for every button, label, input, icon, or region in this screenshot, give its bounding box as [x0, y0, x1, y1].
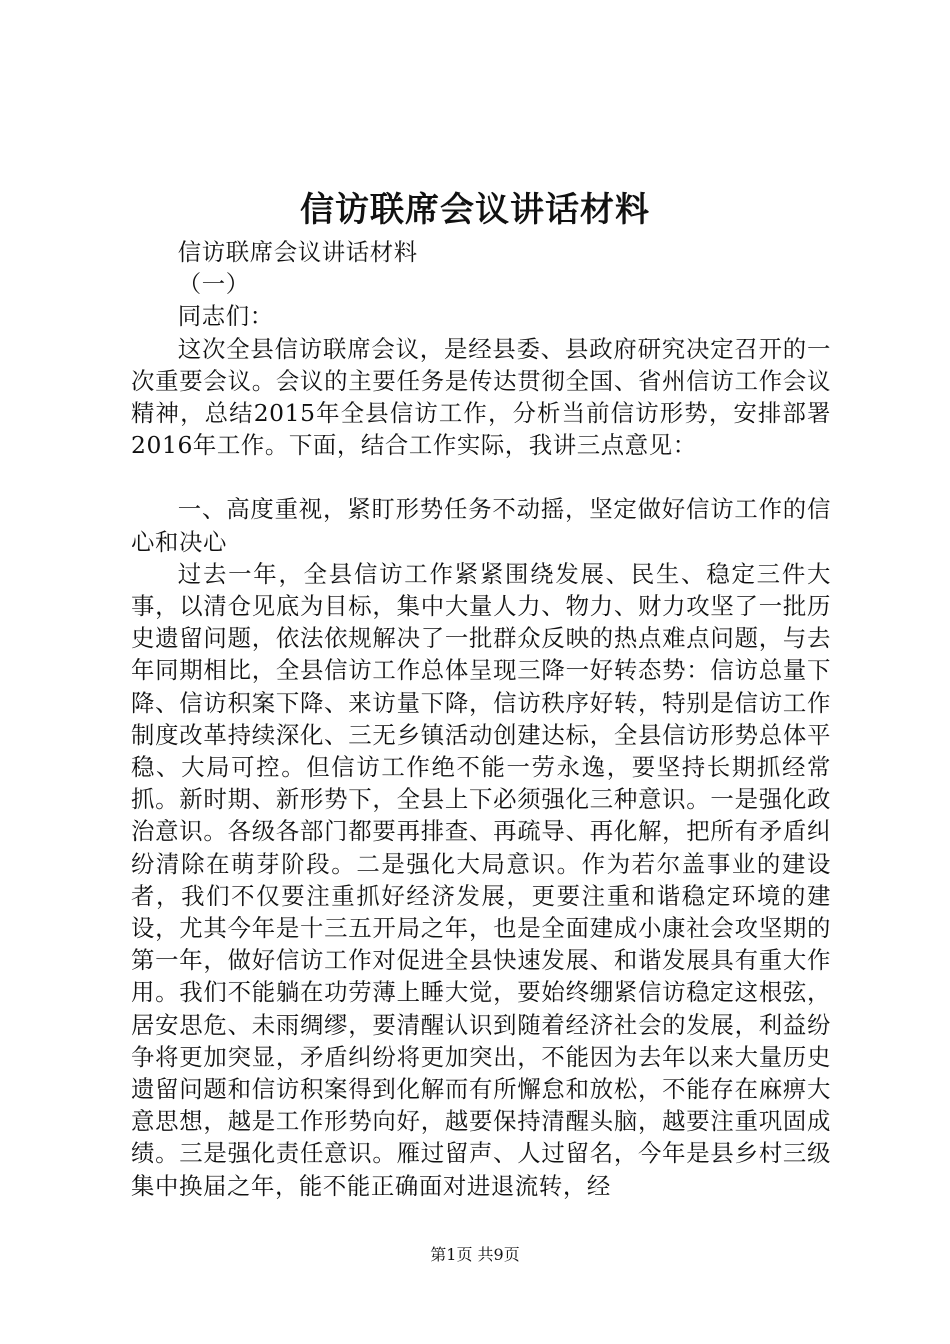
heading-paragraph: 一、高度重视，紧盯形势任务不动摇，坚定做好信访工作的信心和决心	[131, 495, 831, 556]
page-footer: 第1页 共9页	[430, 1245, 520, 1264]
document-title: 信访联席会议讲话材料	[300, 190, 650, 230]
salutation-paragraph: 同志们：	[177, 302, 274, 331]
subtitle-paragraph: 信访联席会议讲话材料	[177, 238, 418, 266]
document-body	[131, 236, 831, 1202]
section-number-paragraph: （一）	[177, 270, 250, 299]
body-paragraph: 过去一年，全县信访工作紧紧围绕发展、民生、稳定三件大事，以清仓见底为目标，集中大量人力、物力、财力攻坚了一批历史遗留问题，依法依规解决了一批群众反映的热点难点问题，与去年同期相比，全县信访工作总体呈现三降一好转态势：信访总量下降、信访积案下降、来访量下降，信访秩序好转，特别是信访工作制度改革持续深化、三无乡镇活动创建达标，全县信访形势总体平稳、大局可控。但信访工作绝不能一劳永逸，要坚持长期抓经常抓。新时期、新形势下，全县上下必须强化三种意识。一是强化政治意识。各级各部门都要再排查、再疏导、再化解，把所有矛盾纠纷清除在萌芽阶段。二是强化大局意识。作为若尔盖事业的建设者，我们不仅要注重抓好经济发展，更要注重和谐稳定环境的建设，尤其今年是十三五开局之年，也是全面建成小康社会攻坚期的第一年，做好信访工作对促进全县快速发展、和谐发展具有重大作用。我们不能躺在功劳薄上睡大觉，要始终绷紧信访稳定这根弦，居安思危、未雨绸缪，要清醒认识到随着经济社会的发展，利益纷争将更加突显，矛盾纠纷将更加突出，不能因为去年以来大量历史遗留问题和信访积案得到化解而有所懈怠和放松，不能存在麻痹大意思想，越是工作形势向好，越要保持清醒头脑，越要注重巩固成绩。三是强化责任意识。雁过留声、人过留名，今年是县乡村三级集中换届之年，能不能正确面对进退流转，经	[131, 559, 831, 1200]
intro-paragraph: 这次全县信访联席会议，是经县委、县政府研究决定召开的一次重要会议。会议的主要任务是传达贯彻全国、省州信访工作会议精神，总结2015年全县信访工作，分析当前信访形势，安排部署2016年工作。下面，结合工作实际，我讲三点意见：	[131, 334, 831, 460]
